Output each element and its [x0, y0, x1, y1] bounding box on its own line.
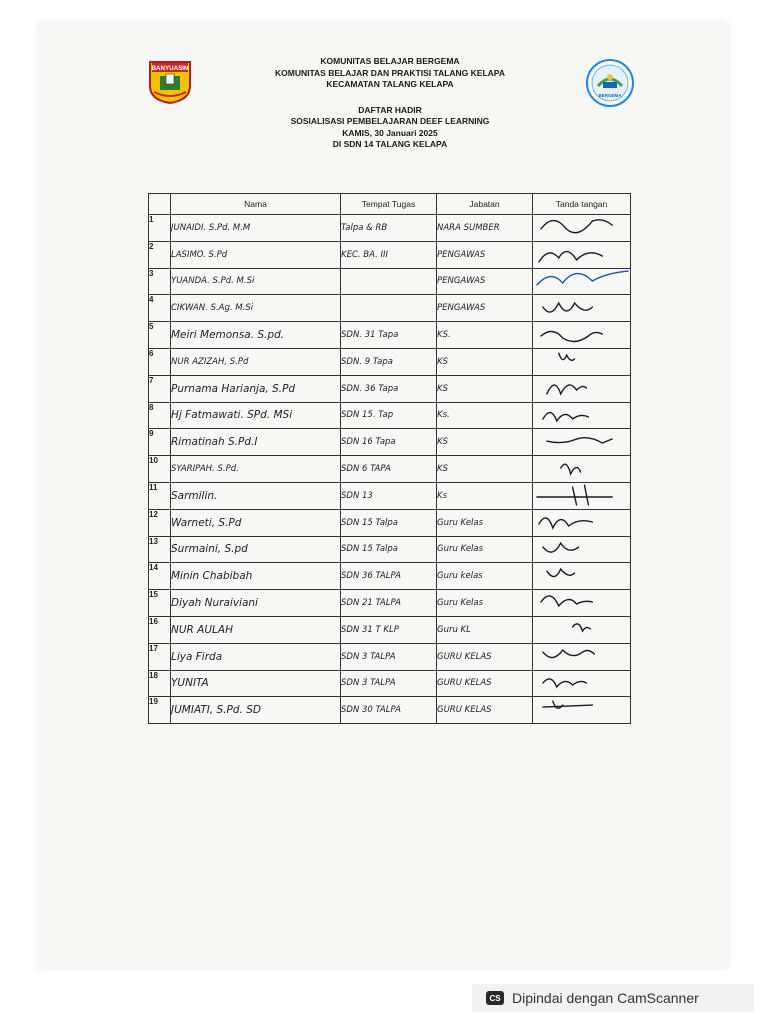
- signature-scribble: [533, 563, 630, 590]
- row-tempat-tugas: SDN. 36 Tapa: [341, 375, 437, 402]
- row-number: 16: [149, 616, 171, 643]
- row-jabatan: Guru kelas: [437, 563, 533, 590]
- row-number: 2: [149, 241, 171, 268]
- row-nama: CIKWAN. S.Ag. M.Si: [171, 295, 341, 322]
- camscanner-icon: CS: [486, 991, 504, 1005]
- table-row: [149, 429, 631, 456]
- col-header-tempat: Tempat Tugas: [341, 194, 437, 215]
- row-number: 7: [149, 375, 171, 402]
- row-signature: [533, 429, 631, 456]
- row-nama: LASIMO. S.Pd: [171, 241, 341, 268]
- row-number: 14: [149, 563, 171, 590]
- row-tempat-tugas: SDN 15. Tap: [341, 402, 437, 429]
- row-number: 19: [149, 697, 171, 724]
- row-number: 10: [149, 456, 171, 483]
- row-signature: [533, 697, 631, 724]
- table-row: [149, 616, 631, 643]
- row-signature: [533, 670, 631, 697]
- row-number: 6: [149, 348, 171, 375]
- row-nama: Minin Chabibah: [171, 563, 341, 590]
- row-nama: Hj Fatmawati. SPd. MSi: [171, 402, 341, 429]
- table-row: [149, 375, 631, 402]
- row-number: 17: [149, 643, 171, 670]
- attendance-table: [148, 193, 631, 724]
- row-tempat-tugas: SDN 31 T KLP: [341, 616, 437, 643]
- signature-scribble: [533, 375, 630, 402]
- row-jabatan: Ks.: [437, 402, 533, 429]
- row-signature: [533, 295, 631, 322]
- col-header-jabatan: Jabatan: [437, 194, 533, 215]
- row-nama: Rimatinah S.Pd.I: [171, 429, 341, 456]
- row-nama: SYARIPAH. S.Pd.: [171, 456, 341, 483]
- table-row: [149, 322, 631, 349]
- signature-scribble: [533, 590, 630, 617]
- row-signature: [533, 268, 631, 295]
- signature-scribble: [533, 697, 630, 724]
- signature-scribble: [533, 482, 630, 509]
- row-nama: Meiri Memonsa. S.pd.: [171, 322, 341, 349]
- row-signature: [533, 563, 631, 590]
- table-row: [149, 215, 631, 242]
- table-row: [149, 482, 631, 509]
- signature-scribble: [533, 322, 630, 349]
- table-row: [149, 295, 631, 322]
- table-row: [149, 402, 631, 429]
- row-jabatan: KS: [437, 375, 533, 402]
- table-row: [149, 563, 631, 590]
- row-nama: Surmaini, S.pd: [171, 536, 341, 563]
- row-number: 1: [149, 215, 171, 242]
- header-line-5: SOSIALISASI PEMBELAJARAN DEEF LEARNING: [290, 116, 490, 126]
- row-number: 11: [149, 482, 171, 509]
- header-line-2: KOMUNITAS BELAJAR DAN PRAKTISI TALANG KELAPA: [275, 67, 505, 78]
- row-nama: YUNITA: [171, 670, 341, 697]
- row-number: 4: [149, 295, 171, 322]
- row-tempat-tugas: SDN. 31 Tapa: [341, 322, 437, 349]
- row-number: 9: [149, 429, 171, 456]
- row-signature: [533, 215, 631, 242]
- table-row: [149, 268, 631, 295]
- row-tempat-tugas: SDN 30 TALPA: [341, 697, 437, 724]
- row-tempat-tugas: [341, 295, 437, 322]
- row-jabatan: NARA SUMBER: [437, 215, 533, 242]
- signature-scribble: [533, 429, 630, 456]
- row-signature: [533, 241, 631, 268]
- svg-text:BANYUASIN: BANYUASIN: [151, 65, 189, 72]
- row-jabatan: Ks: [437, 482, 533, 509]
- row-signature: [533, 643, 631, 670]
- table-row: [149, 241, 631, 268]
- row-nama: Diyah Nuraiviani: [171, 590, 341, 617]
- header-line-3: KECAMATAN TALANG KELAPA: [326, 79, 454, 89]
- row-signature: [533, 590, 631, 617]
- table-row: [149, 509, 631, 536]
- row-tempat-tugas: KEC. BA. III: [341, 241, 437, 268]
- row-number: 12: [149, 509, 171, 536]
- row-signature: [533, 375, 631, 402]
- row-jabatan: PENGAWAS: [437, 241, 533, 268]
- row-jabatan: GURU KELAS: [437, 643, 533, 670]
- row-signature: [533, 509, 631, 536]
- row-jabatan: PENGAWAS: [437, 295, 533, 322]
- header-line-6: KAMIS, 30 Januari 2025: [342, 127, 438, 138]
- svg-text:BERGEMA: BERGEMA: [598, 93, 622, 98]
- header-line-1: KOMUNITAS BELAJAR BERGEMA: [320, 56, 460, 66]
- row-signature: [533, 456, 631, 483]
- row-tempat-tugas: [341, 268, 437, 295]
- signature-scribble: [533, 643, 630, 670]
- table-header-row: [149, 194, 631, 215]
- camscanner-text: Dipindai dengan CamScanner: [512, 990, 699, 1006]
- row-signature: [533, 402, 631, 429]
- signature-scribble: [533, 348, 630, 375]
- row-tempat-tugas: SDN 16 Tapa: [341, 429, 437, 456]
- row-tempat-tugas: SDN 6 TAPA: [341, 456, 437, 483]
- row-jabatan: KS: [437, 456, 533, 483]
- row-jabatan: GURU KELAS: [437, 697, 533, 724]
- row-nama: YUANDA. S.Pd. M.Si: [171, 268, 341, 295]
- row-jabatan: KS.: [437, 322, 533, 349]
- row-number: 5: [149, 322, 171, 349]
- signature-scribble: [533, 456, 630, 483]
- table-row: [149, 348, 631, 375]
- col-header-no: [149, 194, 171, 215]
- signature-scribble: [533, 241, 630, 268]
- row-signature: [533, 322, 631, 349]
- row-jabatan: KS: [437, 348, 533, 375]
- row-number: 8: [149, 402, 171, 429]
- row-nama: JUNAIDI. S.Pd. M.M: [171, 215, 341, 242]
- row-tempat-tugas: SDN 15 Talpa: [341, 536, 437, 563]
- signature-scribble: [533, 670, 630, 697]
- row-signature: [533, 616, 631, 643]
- row-jabatan: PENGAWAS: [437, 268, 533, 295]
- signature-scribble: [533, 268, 630, 295]
- table-row: [149, 456, 631, 483]
- row-tempat-tugas: SDN. 9 Tapa: [341, 348, 437, 375]
- row-jabatan: Guru Kelas: [437, 536, 533, 563]
- row-jabatan: GURU KELAS: [437, 670, 533, 697]
- row-tempat-tugas: SDN 3 TALPA: [341, 643, 437, 670]
- table-row: [149, 670, 631, 697]
- table-row: [149, 697, 631, 724]
- row-nama: Warneti, S.Pd: [171, 509, 341, 536]
- signature-scribble: [533, 402, 630, 429]
- row-nama: NUR AZIZAH, S.Pd: [171, 348, 341, 375]
- table-row: [149, 536, 631, 563]
- document-header: [150, 56, 630, 151]
- camscanner-watermark: [472, 984, 754, 1012]
- row-nama: Sarmilin.: [171, 482, 341, 509]
- header-line-7: DI SDN 14 TALANG KELAPA: [332, 139, 448, 149]
- row-signature: [533, 536, 631, 563]
- row-nama: Purnama Harianja, S.Pd: [171, 375, 341, 402]
- row-signature: [533, 348, 631, 375]
- row-nama: NUR AULAH: [171, 616, 341, 643]
- signature-scribble: [533, 295, 630, 322]
- row-tempat-tugas: SDN 13: [341, 482, 437, 509]
- signature-scribble: [533, 509, 630, 536]
- row-tempat-tugas: Talpa & RB: [341, 215, 437, 242]
- row-nama: JUMIATI, S.Pd. SD: [171, 697, 341, 724]
- col-header-nama: Nama: [171, 194, 341, 215]
- row-jabatan: KS: [437, 429, 533, 456]
- table-row: [149, 590, 631, 617]
- row-signature: [533, 482, 631, 509]
- row-number: 13: [149, 536, 171, 563]
- row-tempat-tugas: SDN 15 Talpa: [341, 509, 437, 536]
- row-number: 3: [149, 268, 171, 295]
- table-row: [149, 643, 631, 670]
- row-jabatan: Guru KL: [437, 616, 533, 643]
- row-jabatan: Guru Kelas: [437, 590, 533, 617]
- signature-scribble: [533, 536, 630, 563]
- header-line-4: DAFTAR HADIR: [358, 104, 422, 115]
- row-tempat-tugas: SDN 3 TALPA: [341, 670, 437, 697]
- row-number: 15: [149, 590, 171, 617]
- signature-scribble: [533, 616, 630, 643]
- row-tempat-tugas: SDN 21 TALPA: [341, 590, 437, 617]
- col-header-tanda-tangan: Tanda tangan: [533, 194, 631, 215]
- row-jabatan: Guru Kelas: [437, 509, 533, 536]
- row-number: 18: [149, 670, 171, 697]
- row-nama: Liya Firda: [171, 643, 341, 670]
- row-tempat-tugas: SDN 36 TALPA: [341, 563, 437, 590]
- signature-scribble: [533, 215, 630, 242]
